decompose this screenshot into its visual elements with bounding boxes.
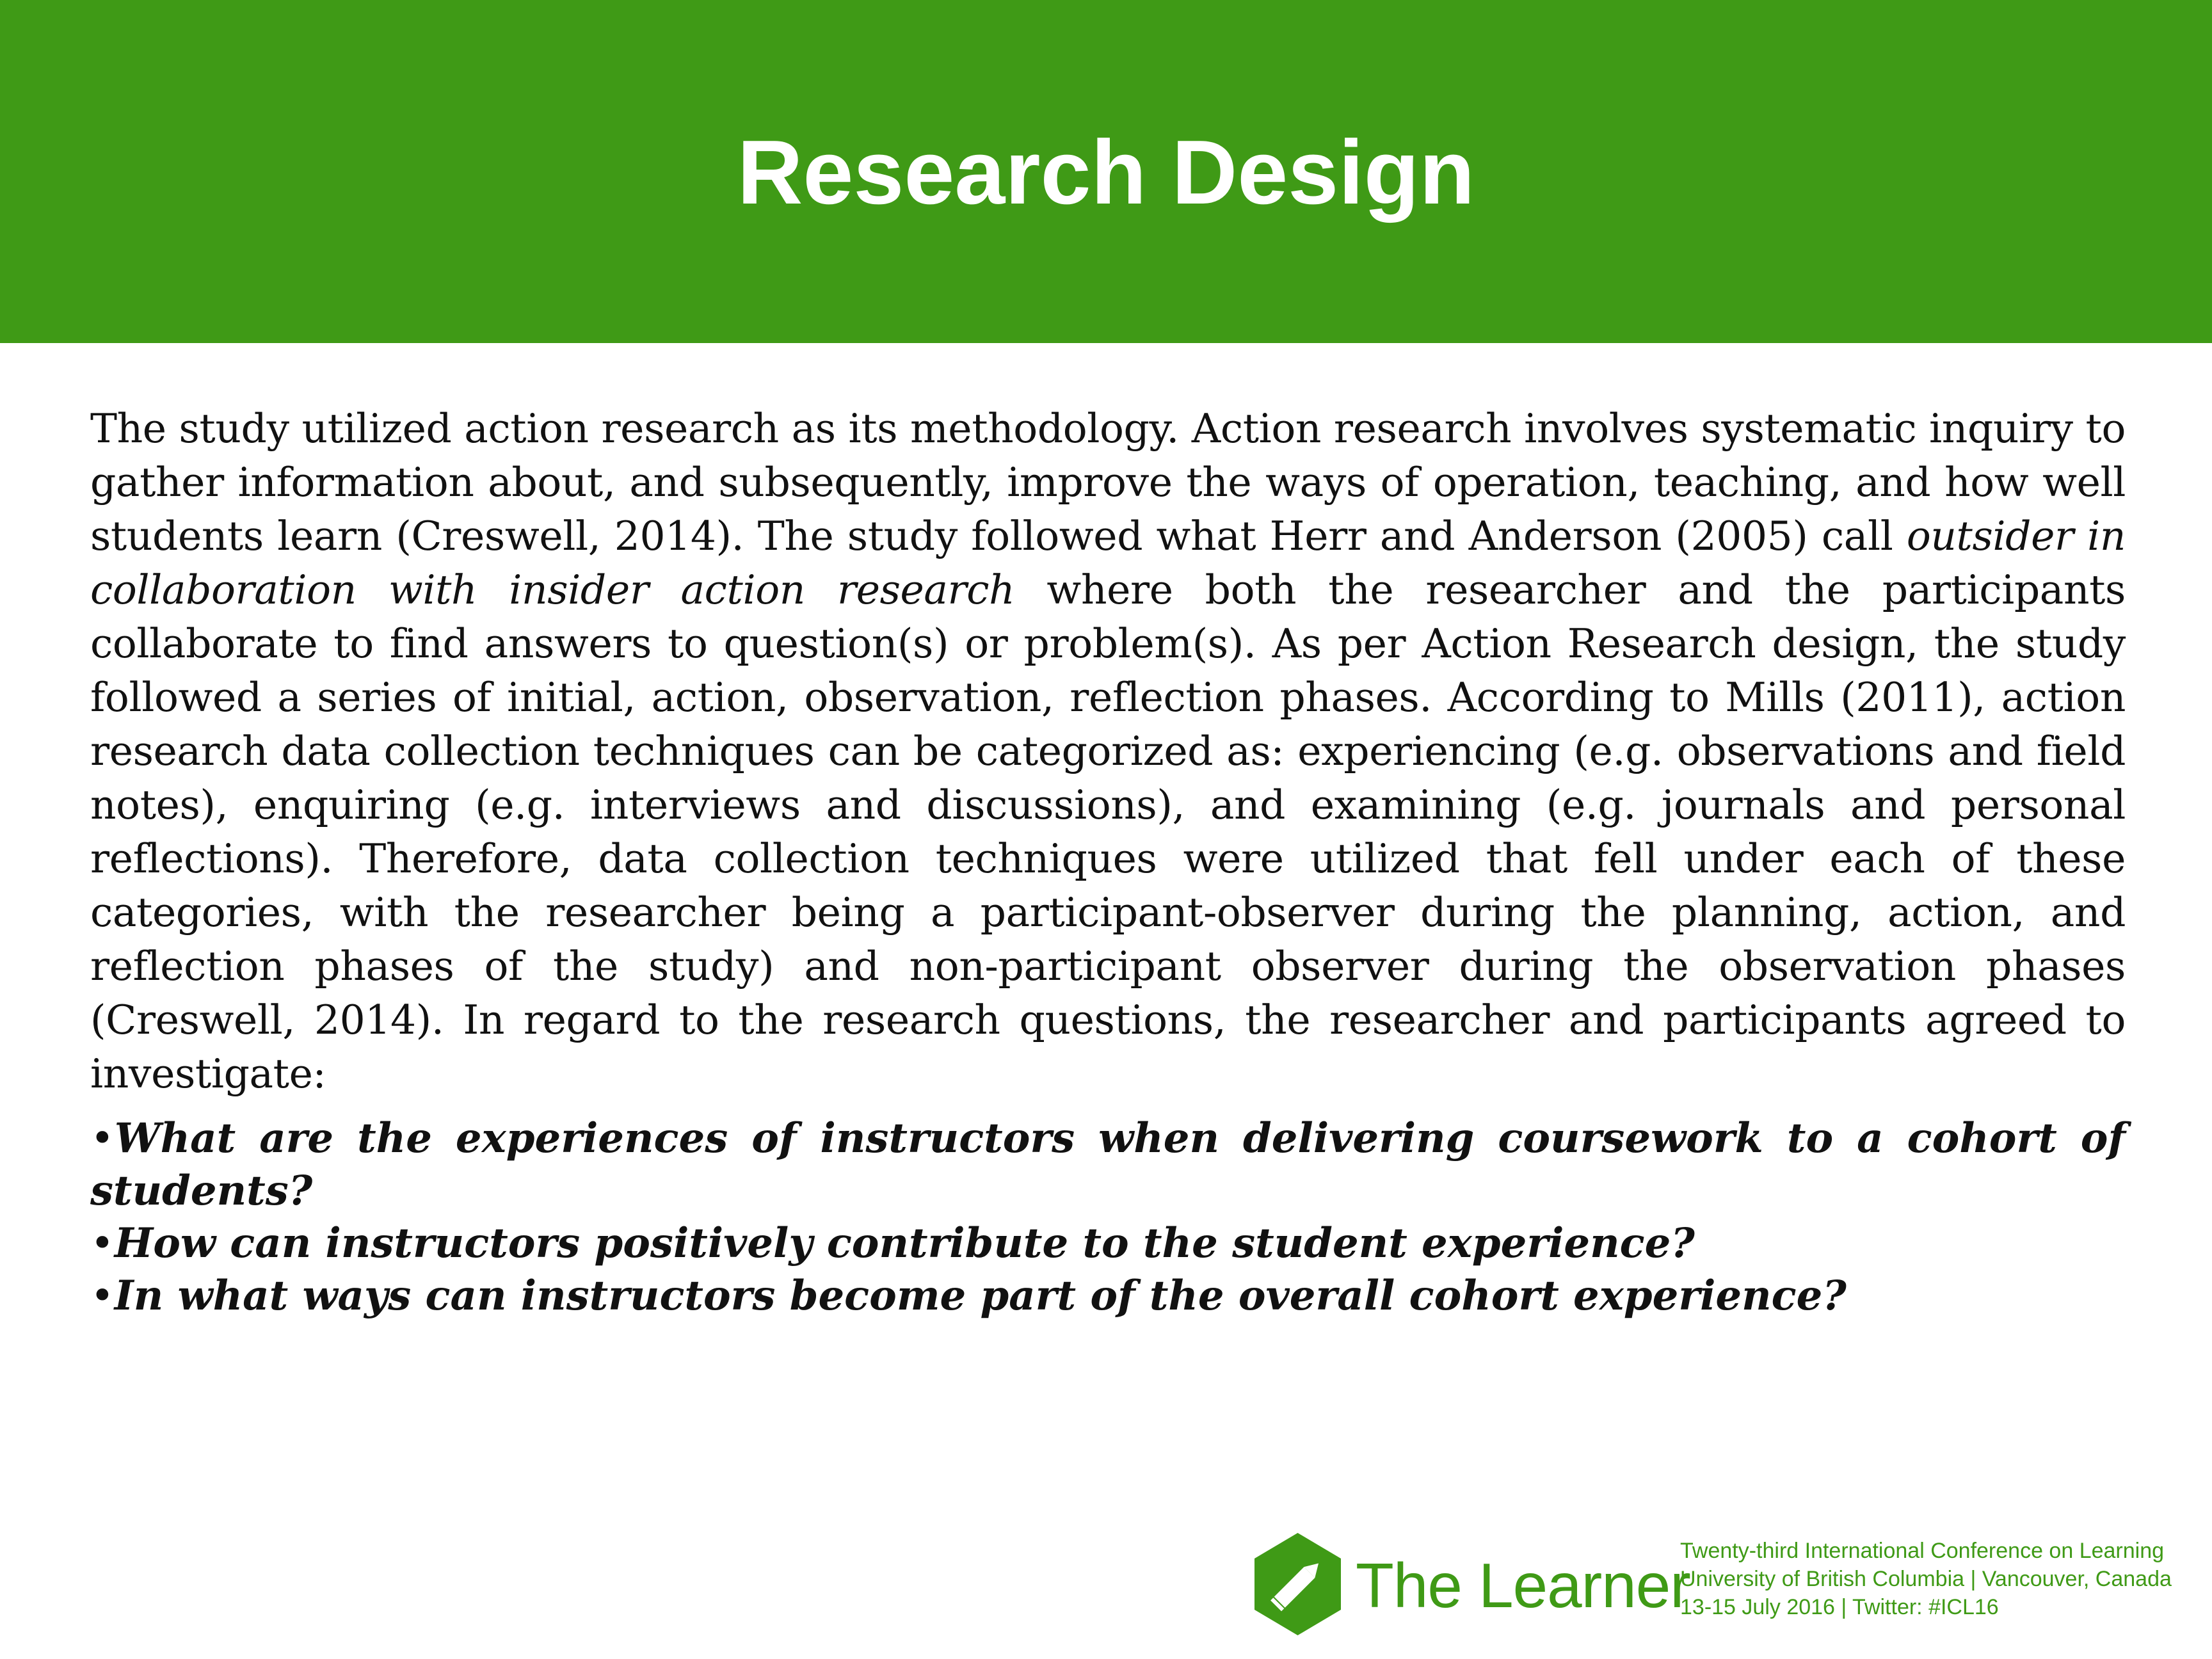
research-question-text: How can instructors positively contribute to the student experience? <box>114 1219 1695 1267</box>
slide-title: Research Design <box>737 122 1475 223</box>
body-text-italic-term: outsider in collaboration with insider action research <box>90 513 2126 613</box>
research-question-item <box>90 1270 2126 1322</box>
research-question-item <box>90 1112 2126 1217</box>
bullet-glyph: • <box>90 1272 115 1320</box>
research-question-item <box>90 1217 2126 1270</box>
body-text-part-1: The study utilized action research as its methodology. Action research involves systematic inquiry to gather information about, and subsequently, improve the ways of operation, teaching, and how well students learn (Creswell, 2014). The study followed what Herr and Anderson (2005) call <box>90 405 2126 559</box>
conference-location: University of British Columbia | Vancouver, Canada <box>1680 1567 2172 1591</box>
pencil-hexagon-icon <box>1254 1533 1341 1635</box>
bullet-glyph: • <box>90 1115 115 1162</box>
conference-info <box>1680 1537 2172 1621</box>
conference-dates: 13-15 July 2016 | Twitter: #ICL16 <box>1680 1595 1999 1619</box>
header-band <box>0 0 2212 343</box>
brand-name: The Learner <box>1356 1550 1690 1621</box>
conference-title: Twenty-third International Conference on Learning <box>1680 1539 2165 1563</box>
body-text-part-2: where both the researcher and the participants collaborate to find answers to question(s) or problem(s). As per Action Research design, the study followed a series of initial, action, observation, reflection phases. According to Mills (2011), action research data collection techniques can be categorized as: experiencing (e.g. observations and field notes), enquiring (e.g. interviews and discussions), and examining (e.g. journals and personal reflections). Therefore, data collection techniques were utilized that fell under each of these categories, with the researcher being a participant-observer during the planning, action, and reflection phases of the study) and non-participant observer during the observation phases (Creswell, 2014). In regard to the research questions, the researcher and participants agreed to investigate: <box>90 566 2126 1097</box>
research-question-text: In what ways can instructors become part of the overall cohort experience? <box>114 1272 1847 1320</box>
research-questions-list <box>90 1112 2126 1322</box>
body-paragraph <box>90 402 2126 1101</box>
research-question-text: What are the experiences of instructors when delivering coursework to a cohort of students? <box>90 1114 2126 1215</box>
bullet-glyph: • <box>90 1220 115 1267</box>
footer <box>1254 1533 2202 1648</box>
